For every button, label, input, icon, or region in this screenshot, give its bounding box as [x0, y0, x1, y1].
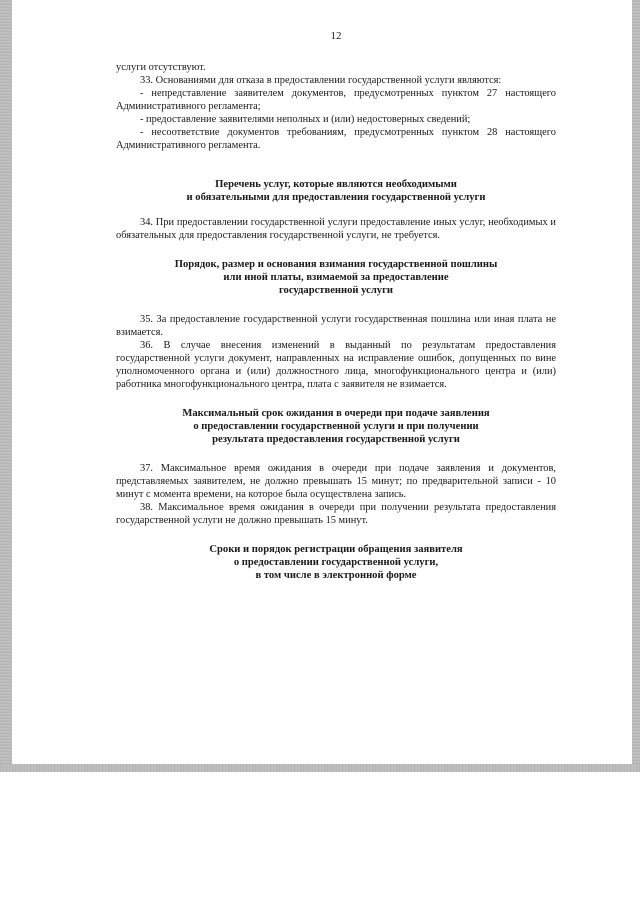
- scan-border-right: [632, 0, 640, 770]
- heading-line: и обязательными для предоставления государственной услуги: [186, 192, 486, 203]
- paragraph-item-37: 37. Максимальное время ожидания в очереди при подаче заявления и документов, представляемых заявителем, не должно превышать 15 минут; по предварительной записи - 10 минут с момента времени, на которое была осуществлена запись.: [116, 463, 556, 500]
- paragraph-item-38: 38. Максимальное время ожидания в очереди при получении результата предоставления государственной услуги не должно превышать 15 минут.: [116, 502, 556, 526]
- paragraph-item-34: 34. При предоставлении государственной услуги предоставление иных услуг, необходимых и обязательных для предоставления государственной услуги, не требуется.: [116, 217, 556, 241]
- heading-line: государственной услуги: [279, 285, 393, 296]
- heading-line: Порядок, размер и основания взимания государственной пошлины: [174, 259, 498, 270]
- heading-line: Максимальный срок ожидания в очереди при подаче заявления: [182, 408, 490, 419]
- paragraph-item-36: 36. В случае внесения изменений в выданный по результатам предоставления государственной услуги документ, направленных на исправление ошибок, допущенных по вине уполномоченного органа и (или) должностного лица, многофункционального центра и (или) работника многофункционального центра, плата с заявителя не взимается.: [116, 340, 556, 390]
- list-item: - несоответствие документов требованиям, предусмотренных пунктом 28 настоящего Административного регламента.: [116, 127, 556, 151]
- scan-border-bottom: [0, 764, 640, 772]
- section-heading-services: [116, 178, 556, 204]
- scan-border-left: [0, 0, 12, 770]
- heading-line: о предоставлении государственной услуги и при получении: [193, 421, 479, 432]
- heading-line: Сроки и порядок регистрации обращения заявителя: [209, 544, 463, 555]
- heading-line: результата предоставления государственной услуги: [212, 434, 460, 445]
- heading-line: Перечень услуг, которые являются необходимыми: [215, 179, 457, 190]
- paragraph: услуги отсутствуют.: [116, 62, 206, 73]
- list-item: - предоставление заявителями неполных и (или) недостоверных сведений;: [140, 114, 471, 125]
- paragraph-item-35: 35. За предоставление государственной услуги государственная пошлина или иная плата не взимается.: [116, 314, 556, 338]
- list-item: - непредставление заявителем документов, предусмотренных пунктом 27 настоящего Административного регламента;: [116, 88, 556, 112]
- heading-line: в том числе в электронной форме: [255, 570, 417, 581]
- heading-line: или иной платы, взимаемой за предоставление: [223, 272, 449, 283]
- section-heading-waiting-time: [116, 407, 556, 446]
- section-heading-registration: [116, 543, 556, 582]
- document-page: [116, 30, 556, 582]
- section-heading-fee: [116, 258, 556, 297]
- paragraph-item-33: 33. Основаниями для отказа в предоставлении государственной услуги являются:: [140, 75, 502, 86]
- page-number: 12: [330, 30, 342, 42]
- heading-line: о предоставлении государственной услуги,: [233, 557, 439, 568]
